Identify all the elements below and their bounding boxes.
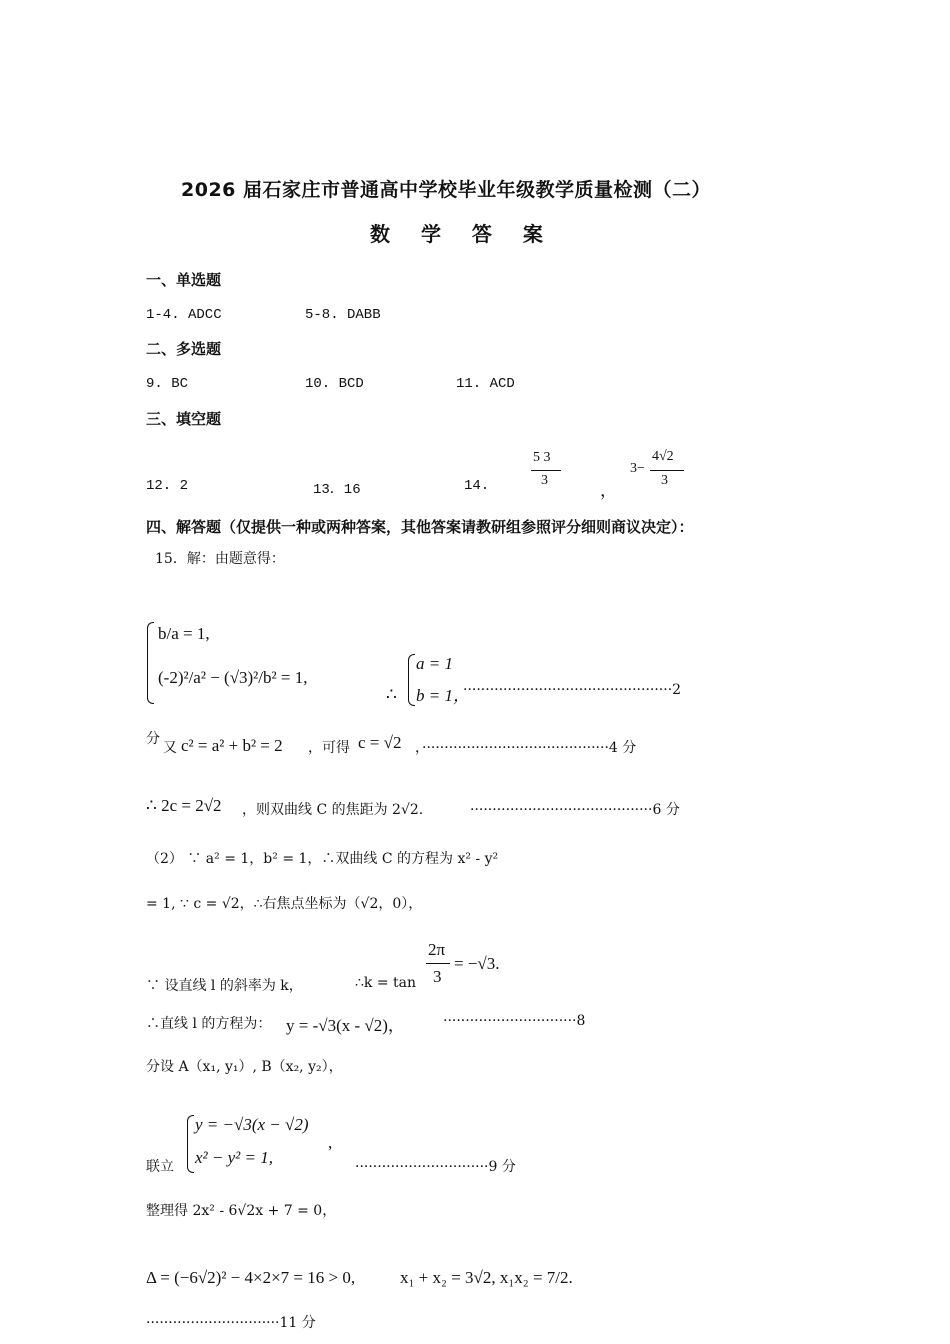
section-heading-solutions: 四、解答题（仅提供一种或两种答案，其他答案请教研组参照评分细则商议决定）： (146, 518, 694, 536)
fen-label: 分 (146, 731, 160, 747)
answer-14-label: 14. (464, 478, 490, 494)
answer-14-separator: ， (600, 481, 617, 500)
score-dots-4: ，··········································4 分 (415, 740, 637, 756)
answer-14-frac2-bar (650, 470, 684, 471)
answer-14-frac2-num: 4√2 (652, 449, 674, 464)
slope-equation: ∴k = tan (355, 975, 417, 991)
system2-brace (408, 654, 415, 706)
answer-14-ans2-prefix: 3− (630, 461, 645, 476)
system1-brace (147, 622, 154, 704)
vieta-line: x₁ + x₂ = 3√2, x₁x₂ = 7/2. (400, 1268, 573, 1287)
answer-14-frac1-bar (531, 470, 561, 471)
answer-10: 10. BCD (305, 376, 364, 392)
answer-13: 13．16 (313, 482, 361, 498)
system2-line2: b = 1， (416, 686, 470, 705)
answer-9: 9. BC (146, 376, 189, 392)
answer-14-frac1-den: 3 (541, 473, 548, 488)
slope-frac-den: 3 (433, 967, 442, 986)
system3-label: 联立 (146, 1159, 174, 1175)
line-equation-text: ∴直线 l 的方程为： (146, 1016, 272, 1032)
slope-frac-num: 2π (428, 940, 446, 959)
system3-brace (187, 1115, 194, 1173)
score-dots-6: ·········································6 分 (470, 802, 680, 818)
answer-14-frac2-den: 3 (661, 473, 668, 488)
part2-line-b: = 1, ∵ c = √2，∴右焦点坐标为（√2，0）， (146, 896, 423, 912)
therefore-symbol: ∴ (386, 685, 397, 704)
line-2c-text: ，则双曲线 C 的焦距为 2√2. (242, 802, 424, 818)
system3-line2: x² − y² = 1, (195, 1148, 273, 1167)
slope-result: = −√3. (454, 954, 500, 973)
answer-5-8: 5-8. DABB (305, 307, 381, 323)
score-dots-2: ···············································2 (463, 682, 682, 698)
delta-line: Δ = (−6√2)² − 4×2×7 = 16 > 0, (146, 1268, 356, 1287)
line-c-middle: ，可得 (308, 740, 350, 756)
section-heading-single-choice: 一、单选题 (146, 271, 222, 289)
line-c-prefix: 又 (163, 740, 177, 756)
system3-line1: y = −√3(x − √2) (195, 1115, 309, 1134)
system1-line2: (-2)²/a² − (√3)²/b² = 1, (158, 668, 308, 687)
part2-line-a: （2） ∵ a² = 1，b² = 1，∴双曲线 C 的方程为 x² - y² (146, 851, 499, 867)
system1-line1: b/a = 1, (158, 624, 210, 643)
answer-14-frac1-num: 5 3 (533, 450, 551, 465)
points-text: 分设 A（x₁, y₁）, B（x₂, y₂）， (146, 1059, 343, 1075)
score-dots-11: ······························11 分 (146, 1315, 316, 1331)
score-dots-9: ······························9 分 (355, 1159, 516, 1175)
system2-line1: a = 1 (416, 654, 453, 673)
simplify-line: 整理得 2x² - 6√2x + 7 = 0， (146, 1203, 337, 1219)
answer-1-4: 1-4. ADCC (146, 307, 222, 323)
answer-11: 11. ACD (456, 376, 515, 392)
score-dots-8: ······························8 (443, 1013, 586, 1029)
line-c-result: c = √2 (358, 733, 402, 752)
line-2c-equation: ∴ 2c = 2√2 (146, 796, 222, 815)
line-c-equation: c² = a² + b² = 2 (181, 736, 283, 755)
slope-frac-bar (426, 963, 450, 964)
q15-intro: 15．解：由题意得： (155, 551, 285, 567)
system3-comma: , (328, 1133, 333, 1152)
page-title: 2026 届石家庄市普通高中学校毕业年级教学质量检测（二） (181, 179, 711, 201)
slope-text: ∵ 设直线 l 的斜率为 k， (146, 978, 303, 994)
section-heading-fill-blank: 三、填空题 (146, 410, 222, 428)
answer-12: 12. 2 (146, 478, 189, 494)
page-subtitle: 数 学 答 案 (370, 222, 555, 246)
section-heading-multi-choice: 二、多选题 (146, 340, 222, 358)
line-equation-math: y = -√3(x - √2)， (286, 1016, 405, 1035)
